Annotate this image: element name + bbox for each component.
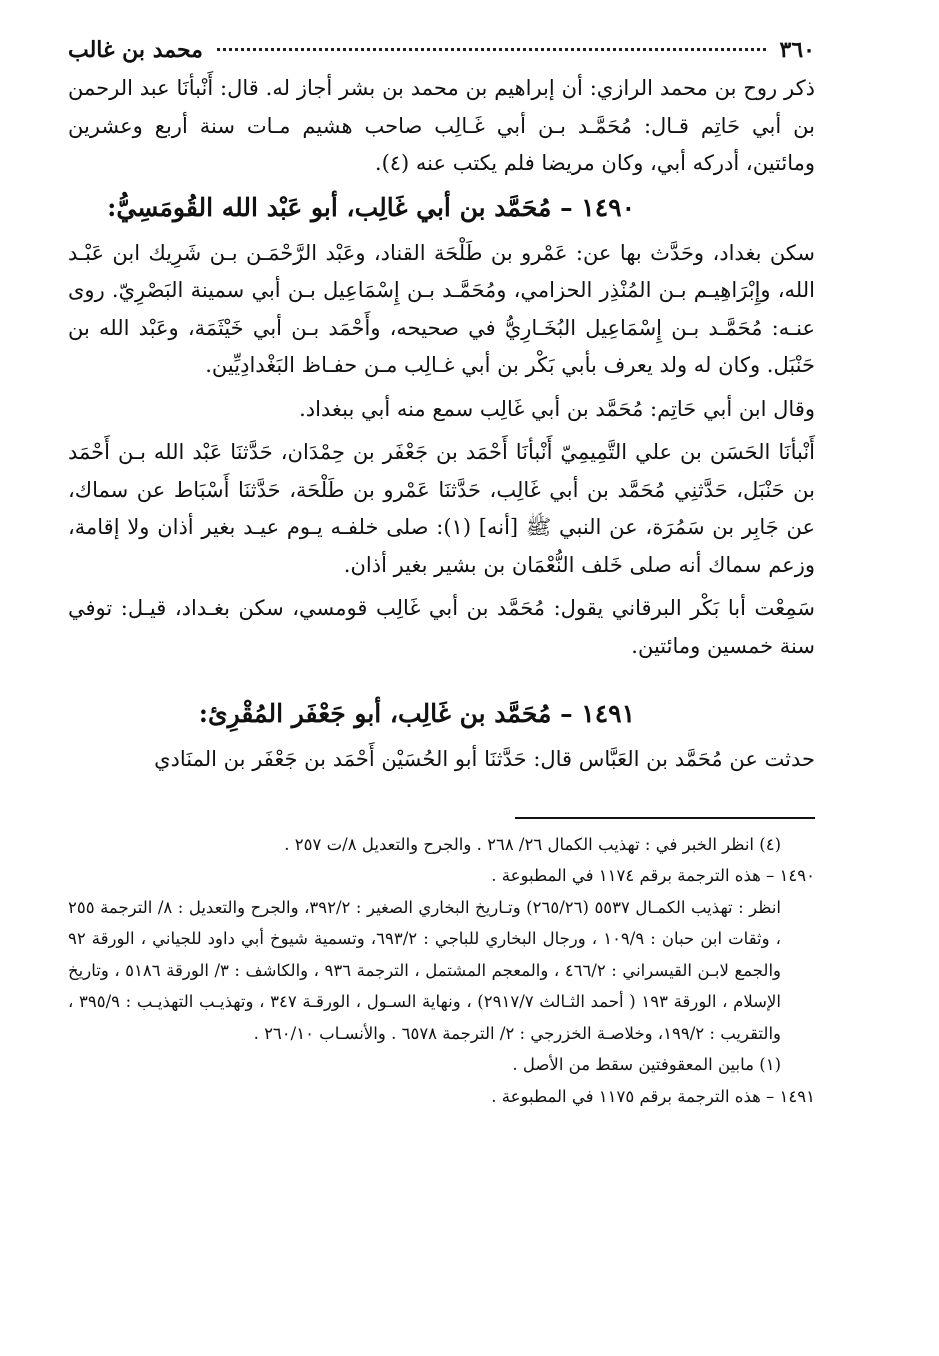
- paragraph-4: أَنْبأنَا الحَسَن بن علي التَّمِيمِيّ أَنْبأنَا أَحْمَد بن جَعْفَر بن حِمْدَان، حَدَّثنَا عَبْد الله بـن أَحْمَد بن حَنْبَل، حَدَّثنِي مُحَمَّد بن أبي غَالِب، حَدَّثنَا عَمْرو بن طَلْحَة، حَدَّثنَا أَسْبَاط عن سماك، عن جَابِر بن سَمُرَة، عن النبي ﷺ [أنه] (١): صلى خلفـه يـوم عيـد بغير أذان ولا إقامة، وزعم سماك أنه صلى خَلف النُّعْمَان بن بشير بغير أذان.: [68, 440, 815, 577]
- header-dotted-leader: [217, 48, 766, 51]
- footnote-1491-edition: ١٤٩١ – هذه الترجمة برقم ١١٧٥ في المطبوعة .: [491, 1086, 815, 1106]
- page-header: [68, 30, 815, 70]
- paragraph-6: حدثت عن مُحَمَّد بن العَبَّاس قال: حَدَّثنَا أبو الحُسَيْن أَحْمَد بن جَعْفَر بن المنَادي: [154, 747, 815, 771]
- paragraph-5: سَمِعْت أبا بَكْر البرقاني يقول: مُحَمَّد بن أبي غَالِب قومسي، سكن بغـداد، قيـل: توفي سنة خمسين ومائتين.: [68, 596, 815, 658]
- book-page: [68, 30, 815, 1112]
- footnote-1: (١) مابين المعقوفتين سقط من الأصل .: [512, 1055, 781, 1074]
- footnotes: [68, 829, 815, 1113]
- running-title: محمد بن غالب: [68, 37, 203, 63]
- entry-1491-title: ١٤٩١ – مُحَمَّد بن غَالِب، أبو جَعْفَر المُقْرِئ:: [198, 699, 635, 728]
- paragraph-3: وقال ابن أبي حَاتِم: مُحَمَّد بن أبي غَالِب سمع منه أبي ببغداد.: [299, 396, 815, 421]
- footnote-separator: [515, 817, 815, 819]
- entry-1490-title: ١٤٩٠ – مُحَمَّد بن أبي غَالِب، أبو عَبْد الله القُومَسِيُّ:: [107, 192, 635, 222]
- footnote-1490-sources: انظر : تهذيب الكمـال ٥٥٣٧ (٢٦٥/٢٦) وتـاريخ البخاري الصغير : ٣٩٢/٢، والجرح والتعديل : ٨/ الترجمة ٢٥٥ ، وثقات ابن حبان : ١٠٩/٩ ، ورجال البخاري للباجي : ٦٩٣/٢، وتسمية شيوخ أبي داود للجياني ، الورقة ٩٢ والجمع لابـن القيسراني : ٤٦٦/٢ ، والمعجم المشتمل ، الترجمة ٩٣٦ ، والكاشف : ٣/ الورقة ٥١٨٦ ، وتاريخ الإسلام ، الورقة ١٩٣ ( أحمد الثـالث ٢٩١٧/٧) ، ونهاية السـول ، الورقـة ٣٤٧ ، وتهذيـب التهذيـب : ٣٩٥/٩ ، والتقريب : ١٩٩/٢، وخلاصـة الخزرجي : ٢/ الترجمة ٦٥٧٨ . والأنسـاب ٢٦٠/١٠ .: [68, 897, 781, 1043]
- footnote-1490-edition: ١٤٩٠ – هذه الترجمة برقم ١١٧٤ في المطبوعة .: [491, 866, 815, 885]
- footnote-4: (٤) انظر الخبر في : تهذيب الكمال ٢٦/ ٢٦٨ . والجرح والتعديل ٨/ت ٢٥٧ .: [284, 834, 781, 854]
- page-number: ٣٦٠: [779, 37, 815, 63]
- main-text: [68, 70, 815, 779]
- paragraph-1: ذكر روح بن محمد الرازي: أن إبراهيم بن محمد بن بشر أجاز له. قال: أَنْبأنَا عبد الرحمن بن أبي حَاتِم قـال: مُحَمَّـد بـن أبي غَـالِب صاحب هشيم مـات سنة أربع وعشرين ومائتين، أدركه أبي، وكان مريضا فلم يكتب عنه (٤).: [68, 76, 815, 175]
- paragraph-2: سكن بغداد، وحَدَّث بها عن: عَمْرو بن طَلْحَة القناد، وعَبْد الرَّحْمَـن بـن شَرِيك ابن عَبْـد الله، وإِبْرَاهِيـم بـن المُنْذِر الحزامي، ومُحَمَّـد بـن إِسْمَاعِيل بـن أبي سمينة البَصْرِيّ. روى عنـه: مُحَمَّـد بـن إِسْمَاعِيل البُخَـارِيُّ في صحيحه، وأَحْمَد بـن أبي خَيْثَمَة، وعَبْد الله بن حَنْبَل. وكان له ولد يعرف بأبي بَكْر بن أبي غـالِب مـن حفـاظ البَغْدادِيِّين.: [68, 240, 815, 377]
